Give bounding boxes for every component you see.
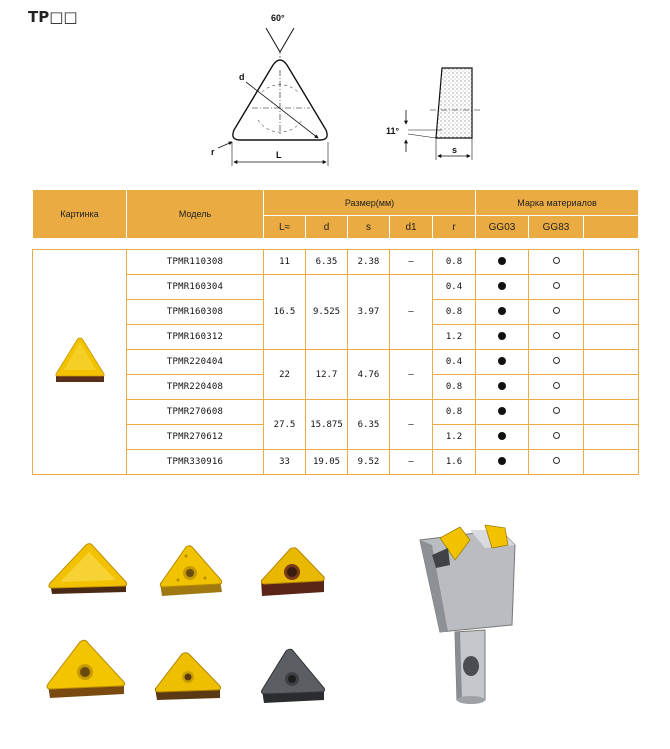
- gg03-cell: [476, 375, 529, 400]
- s-cell: 6.35: [348, 400, 390, 450]
- filled-dot-icon: [498, 332, 506, 340]
- l-cell: 27.5: [264, 400, 306, 450]
- l-header: L≈: [264, 216, 306, 239]
- insert-photo-dark: [262, 649, 325, 703]
- r-cell: 0.8: [433, 400, 476, 425]
- empty-cell: [584, 450, 639, 475]
- s-cell: 4.76: [348, 350, 390, 400]
- insert-thumbnail-cell: [33, 250, 127, 475]
- gg83-cell: [529, 300, 584, 325]
- insert-photo-large: [47, 640, 125, 698]
- filled-dot-icon: [498, 257, 506, 265]
- r-cell: 1.2: [433, 425, 476, 450]
- filled-dot-icon: [498, 357, 506, 365]
- empty-cell: [584, 400, 639, 425]
- d-cell: 15.875: [306, 400, 348, 450]
- insert-photo-hole: [160, 546, 222, 596]
- l-label: L: [276, 150, 282, 160]
- d-cell: 9.525: [306, 275, 348, 350]
- empty-circle-icon: [553, 332, 560, 339]
- filled-dot-icon: [498, 307, 506, 315]
- empty-circle-icon: [553, 307, 560, 314]
- d-cell: 19.05: [306, 450, 348, 475]
- model-cell: TPMR270612: [127, 425, 264, 450]
- triangle-insert-icon: [50, 332, 110, 392]
- gg83-cell: [529, 425, 584, 450]
- specification-table: [32, 189, 639, 475]
- gg83-cell: [529, 375, 584, 400]
- filled-dot-icon: [498, 282, 506, 290]
- filled-dot-icon: [498, 457, 506, 465]
- empty-cell: [584, 375, 639, 400]
- insert-photo-chipbreaker: [155, 653, 221, 700]
- gg83-cell: [529, 400, 584, 425]
- size-header: Размер(мм): [264, 190, 476, 216]
- gg03-cell: [476, 250, 529, 275]
- clearance-angle-label: 11°: [386, 126, 400, 136]
- material-header: Марка материалов: [476, 190, 639, 216]
- gg03-cell: [476, 275, 529, 300]
- s-cell: 9.52: [348, 450, 390, 475]
- picture-header: Картинка: [33, 190, 127, 239]
- d1-cell: –: [390, 350, 433, 400]
- l-cell: 16.5: [264, 275, 306, 350]
- insert-side-view: [436, 68, 472, 138]
- r-cell: 1.6: [433, 450, 476, 475]
- r-cell: 0.8: [433, 375, 476, 400]
- table-row: [33, 250, 639, 275]
- model-cell: TPMR270608: [127, 400, 264, 425]
- gg83-cell: [529, 350, 584, 375]
- d-cell: 12.7: [306, 350, 348, 400]
- model-cell: TPMR160308: [127, 300, 264, 325]
- model-cell: TPMR220404: [127, 350, 264, 375]
- empty-circle-icon: [553, 432, 560, 439]
- empty-circle-icon: [553, 357, 560, 364]
- d1-cell: –: [390, 400, 433, 450]
- d-header: d: [306, 216, 348, 239]
- model-header: Модель: [127, 190, 264, 239]
- gg83-cell: [529, 325, 584, 350]
- gg83-cell: [529, 250, 584, 275]
- empty-cell: [584, 300, 639, 325]
- gg03-cell: [476, 350, 529, 375]
- model-cell: TPMR330916: [127, 450, 264, 475]
- r-cell: 0.4: [433, 275, 476, 300]
- model-cell: TPMR160304: [127, 275, 264, 300]
- gg83-cell: [529, 450, 584, 475]
- d1-cell: –: [390, 450, 433, 475]
- model-cell: TPMR220408: [127, 375, 264, 400]
- s-cell: 2.38: [348, 250, 390, 275]
- d-cell: 6.35: [306, 250, 348, 275]
- empty-circle-icon: [553, 407, 560, 414]
- drill-tool-photo: [420, 525, 515, 704]
- empty-cell: [584, 325, 639, 350]
- d1-header: d1: [390, 216, 433, 239]
- gg03-cell: [476, 425, 529, 450]
- insert-photo-plain: [49, 544, 127, 594]
- gg83-header: GG83: [529, 216, 584, 239]
- empty-header: [584, 216, 639, 239]
- s-cell: 3.97: [348, 275, 390, 350]
- r-label: r: [211, 147, 215, 157]
- empty-circle-icon: [553, 257, 560, 264]
- r-header: r: [433, 216, 476, 239]
- l-cell: 33: [264, 450, 306, 475]
- empty-circle-icon: [553, 457, 560, 464]
- gg03-cell: [476, 450, 529, 475]
- insert-technical-drawing: [0, 0, 670, 180]
- r-cell: 0.8: [433, 250, 476, 275]
- l-cell: 22: [264, 350, 306, 400]
- empty-circle-icon: [553, 282, 560, 289]
- model-cell: TPMR110308: [127, 250, 264, 275]
- d-label: d: [239, 72, 245, 82]
- model-cell: TPMR160312: [127, 325, 264, 350]
- filled-dot-icon: [498, 382, 506, 390]
- empty-cell: [584, 350, 639, 375]
- s-label: s: [452, 145, 458, 155]
- filled-dot-icon: [498, 407, 506, 415]
- s-header: s: [348, 216, 390, 239]
- insert-photo-brown: [261, 548, 324, 596]
- gg03-cell: [476, 325, 529, 350]
- r-cell: 0.8: [433, 300, 476, 325]
- r-cell: 0.4: [433, 350, 476, 375]
- gg03-cell: [476, 400, 529, 425]
- l-cell: 11: [264, 250, 306, 275]
- angle-label: 60°: [271, 13, 285, 23]
- gg03-header: GG03: [476, 216, 529, 239]
- empty-cell: [584, 250, 639, 275]
- gg03-cell: [476, 300, 529, 325]
- gg83-cell: [529, 275, 584, 300]
- angle-marker: [266, 28, 294, 52]
- page-title: TP□□: [28, 8, 78, 26]
- empty-cell: [584, 425, 639, 450]
- filled-dot-icon: [498, 432, 506, 440]
- empty-cell: [584, 275, 639, 300]
- d1-cell: –: [390, 250, 433, 275]
- empty-circle-icon: [553, 382, 560, 389]
- d1-cell: –: [390, 275, 433, 350]
- r-cell: 1.2: [433, 325, 476, 350]
